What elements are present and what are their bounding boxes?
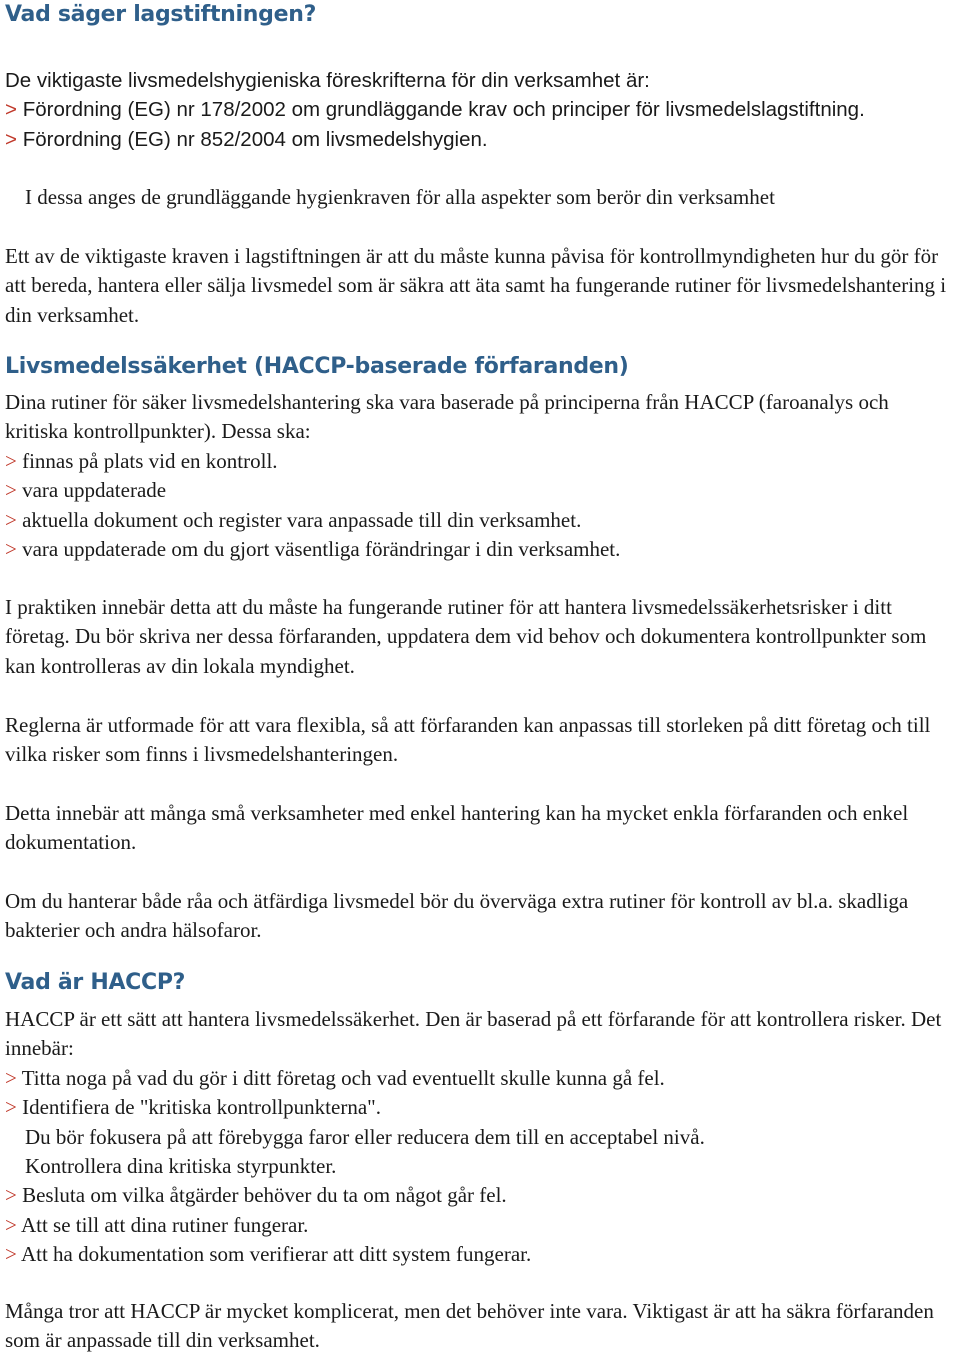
law-item: > Förordning (EG) nr 852/2004 om livsmedelshygien. <box>5 127 488 151</box>
paragraph-flexible: Reglerna är utformade för att vara flexibla, så att förfaranden kan anpassas till storleken på ditt företag och till vilka risker som finns i livsmedelshanteringen. <box>5 713 931 767</box>
list-item: > finnas på plats vid en kontroll. <box>5 448 278 473</box>
list-subitem: Du bör fokusera på att förebygga faror eller reducera dem till en acceptabel nivå. <box>25 1124 705 1149</box>
paragraph-small-business: Detta innebär att många små verksamheter med enkel hantering kan ha mycket enkla förfaranden och enkel dokumentation. <box>5 801 909 855</box>
section3-intro: HACCP är ett sätt att hantera livsmedelssäkerhet. Den är baserad på ett förfarande för att kontrollera risker. Det innebär: <box>5 1007 942 1061</box>
bullet-marker: > <box>5 1065 17 1090</box>
law-note: I dessa anges de grundläggande hygienkraven för alla aspekter som berör din verksamhet <box>25 185 775 209</box>
bullet-marker: > <box>5 98 17 122</box>
bullet-marker: > <box>5 537 17 562</box>
list-item: > Att ha dokumentation som verifierar att ditt system fungerar. <box>5 1242 532 1267</box>
heading-lagstiftning: Vad säger lagstiftningen? <box>5 2 317 27</box>
section3-list <box>5 1005 957 1270</box>
section2-intro: Dina rutiner för säker livsmedelshantering ska vara baserade på principerna från HACCP (faroanalys och kritiska kontrollpunkter). Dessa ska: <box>5 390 889 444</box>
list-item: > aktuella dokument och register vara anpassade till din verksamhet. <box>5 507 582 532</box>
paragraph-closing: Många tror att HACCP är mycket komplicerat, men det behöver inte vara. Viktigast är att ha säkra förfaranden som är anpassade till din verksamhet. <box>5 1299 934 1353</box>
section2-list <box>5 388 957 564</box>
list-subitem: Kontrollera dina kritiska styrpunkter. <box>25 1154 337 1179</box>
bullet-marker: > <box>5 127 17 151</box>
bullet-marker: > <box>5 1212 17 1237</box>
list-item: > Identifiera de "kritiska kontrollpunkterna". <box>5 1095 381 1120</box>
paragraph-raw-food: Om du hanterar både råa och ätfärdiga livsmedel bör du överväga extra rutiner för kontroll av bl.a. skadliga bakterier och andra hälsofaror. <box>5 889 909 943</box>
paragraph-practice: I praktiken innebär detta att du måste ha fungerande rutiner för att hantera livsmedelssäkerhetsrisker i ditt företag. Du bör skriva ner dessa förfaranden, uppdatera dem vid behov och dokumentera kontrollpunkter som kan kontrolleras av din lokala myndighet. <box>5 595 927 678</box>
list-item: > Att se till att dina rutiner fungerar. <box>5 1212 309 1237</box>
paragraph-requirement: Ett av de viktigaste kraven i lagstiftningen är att du måste kunna påvisa för kontrollmyndigheten hur du gör för att bereda, hantera eller sälja livsmedel som är säkra att äta samt ha fungerande rutiner för livsmedelshantering i din verksamhet. <box>5 244 947 327</box>
bullet-marker: > <box>5 1242 17 1267</box>
bullet-marker: > <box>5 448 17 473</box>
list-item: > Besluta om vilka åtgärder behöver du ta om något går fel. <box>5 1183 507 1208</box>
list-item: > vara uppdaterade om du gjort väsentliga förändringar i din verksamhet. <box>5 537 621 562</box>
heading-what-is-haccp: Vad är HACCP? <box>5 970 186 995</box>
list-item: > Titta noga på vad du gör i ditt företag och vad eventuellt skulle kunna gå fel. <box>5 1065 665 1090</box>
law-block <box>5 66 957 154</box>
list-item: > vara uppdaterade <box>5 478 167 503</box>
heading-haccp-based: Livsmedelssäkerhet (HACCP-baserade förfaranden) <box>5 354 629 379</box>
bullet-marker: > <box>5 507 17 532</box>
bullet-marker: > <box>5 1183 17 1208</box>
law-intro: De viktigaste livsmedelshygieniska föreskrifterna för din verksamhet är: <box>5 69 650 92</box>
bullet-marker: > <box>5 1095 17 1120</box>
bullet-marker: > <box>5 478 17 503</box>
law-item: > Förordning (EG) nr 178/2002 om grundläggande krav och principer för livsmedelslagstiftning. <box>5 98 865 122</box>
